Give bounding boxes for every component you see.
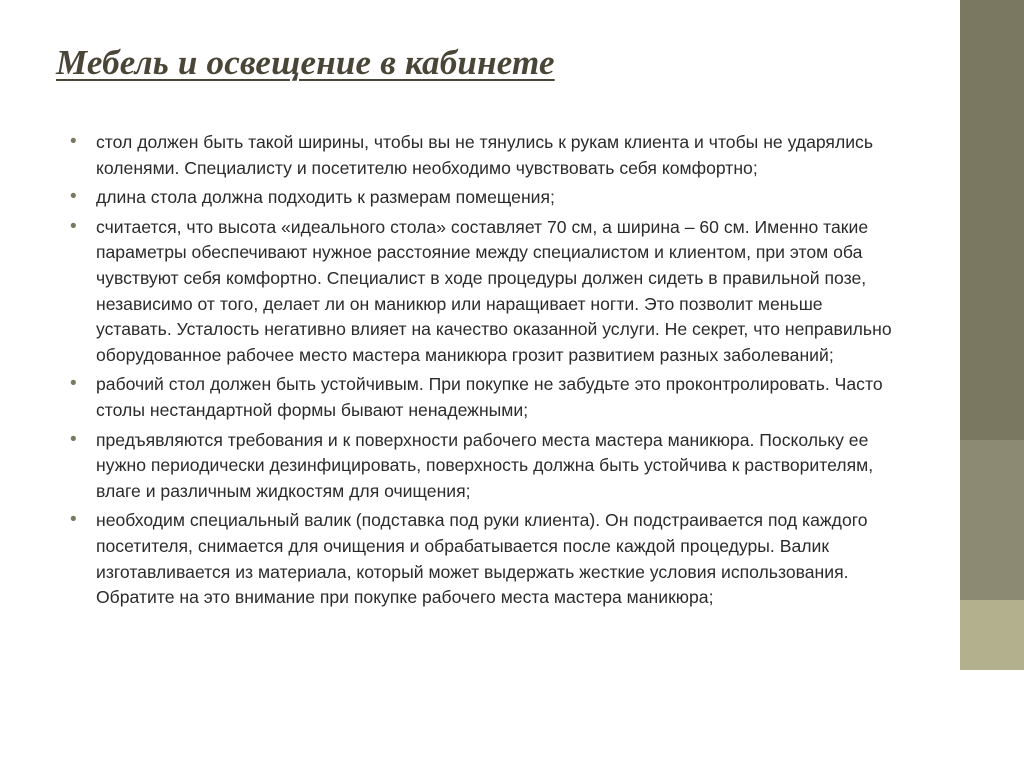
decor-bar-blank [960, 670, 1024, 767]
slide-title: Мебель и освещение в кабинете [56, 43, 555, 82]
decor-bar-top [960, 0, 1024, 440]
list-item: • необходим специальный валик (подставка под руки клиента). Он подстраивается под каждого посетителя, снимается для очищения и обрабатывается после каждой процедуры. Валик изготавливается из материала, который может выдержать жесткие условия использования. Обратите на это внимание при покупке рабочего места мастера маникюра; [62, 508, 897, 610]
list-item: • стол должен быть такой ширины, чтобы вы не тянулись к рукам клиента и чтобы не ударялись коленями. Специалисту и посетителю необходимо чувствовать себя комфортно; [62, 130, 897, 181]
list-item: • предъявляются требования и к поверхности рабочего места мастера маникюра. Поскольку ее нужно периодически дезинфицировать, поверхность должна быть устойчива к растворителям, влаге и различным жидкостям для очищения; [62, 428, 897, 505]
list-item: • рабочий стол должен быть устойчивым. При покупке не забудьте это проконтролировать. Часто столы нестандартной формы бывают ненадежными; [62, 372, 897, 423]
list-item: • длина стола должна подходить к размерам помещения; [62, 185, 897, 211]
decor-bar-middle [960, 440, 1024, 600]
bullet-list [62, 130, 897, 611]
list-item: • считается, что высота «идеального стола» составляет 70 см, а ширина – 60 см. Именно такие параметры обеспечивают нужное расстояние между специалистом и клиентом, при этом оба чувствуют себя комфортно. Специалист в ходе процедуры должен сидеть в правильной позе, независимо от того, делает ли он маникюр или наращивает ногти. Это позволит меньше уставать. Усталость негативно влияет на качество оказанной услуги. Не секрет, что неправильно оборудованное рабочее место мастера маникюра грозит развитием разных заболеваний; [62, 215, 897, 369]
slide-body [62, 130, 897, 615]
decor-bar-bottom [960, 600, 1024, 670]
